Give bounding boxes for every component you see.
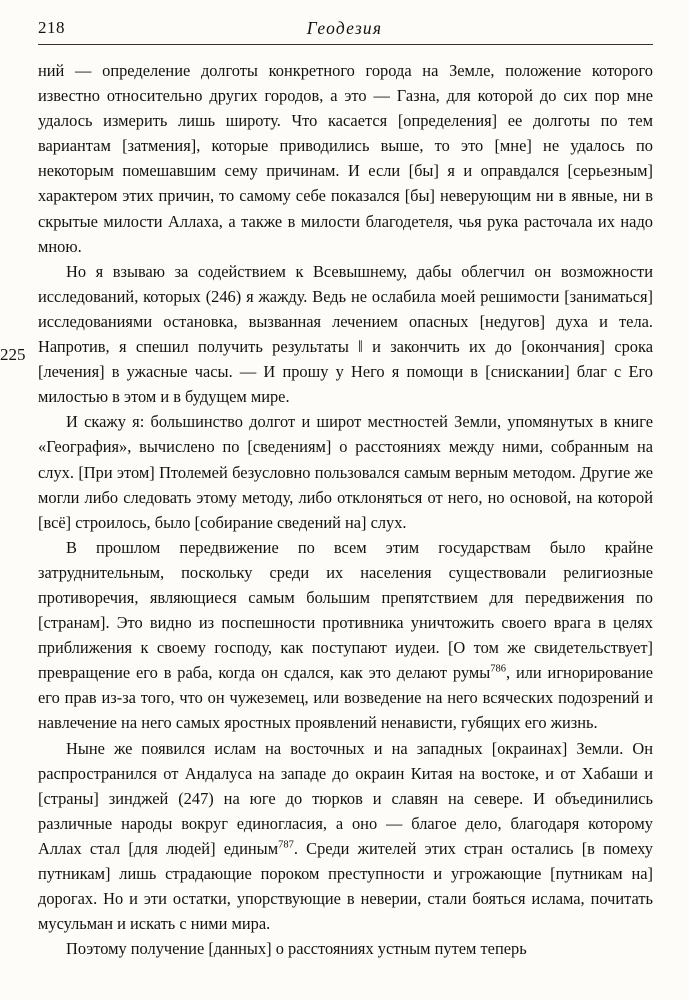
body-text bbox=[38, 58, 653, 961]
page-number: 218 bbox=[38, 18, 65, 37]
paragraph-6: Поэтому получение [данных] о расстояниях устным путем теперь bbox=[66, 939, 527, 959]
footnote-marker: 786 bbox=[490, 663, 506, 675]
paragraph-2: Но я взываю за содействием к Всевышнему, дабы облегчил он возможности исследований, которых (246) я жажду. Ведь не ослабила моей решимости [заниматься] исследованиями остановка, вызванная лечением опасных [недугов] духа и тела. Напротив, я спешил получить результаты ‖ и закончить их до [окончания] срока [лечения] в ужасные часы. — И прошу у Него я помощи в [снискании] благ с Его милостью в этом и в будущем мире. bbox=[38, 261, 653, 407]
running-title: Геодезия bbox=[306, 18, 383, 38]
footnote-marker: 787 bbox=[278, 839, 294, 851]
paragraph-3: И скажу я: большинство долгот и широт местностей Земли, упомянутых в книге «География», вычислено по [сведениям] о расстояниях между ними, собранным на слух. [При этом] Птолемей безусловно пользовался самым верным методом. Другие же могли либо следовать этому методу, либо отклоняться от него, но основой, на которой [всё] строилось, было [собирание сведений на] слух. bbox=[38, 412, 653, 532]
header-rule bbox=[38, 44, 653, 45]
margin-page-marker: 225 bbox=[0, 345, 26, 364]
running-head bbox=[0, 18, 689, 44]
paragraph-4: В прошлом передвижение по всем этим государствам было крайне затруднительным, поскольку среди их населения существовали религиозные противоречия, являющиеся самым большим препятствием для передвижения по [странам]. Это видно из поспешности противника уничтожить своего врага в целях приближения к своему господу, как поступают иудеи. [О том же свидетельствует] превращение его в раба, когда он сдался, как это делают румы$^{786}$, или игнорирование его прав из-за того, что он чужеземец, или возведение на него всяческих подозрений и навлечение на него самых яростных проявлений ненависти, губящих его жизнь. bbox=[38, 537, 653, 733]
paragraph-5: Ныне же появился ислам на восточных и на западных [окраинах] Земли. Он распространился от Андалуса на западе до окраин Китая на востоке, и от Хабаши и [страны] зинджей (247) на юге до тюрков и славян на севере. И объединились различные народы вокруг единогласия, а оно — благое дело, благодаря которому Аллах стал [для людей] единым$^{787}$. Среди жителей этих стран остались [в помеху путникам] лишь страдающие пороком преступности и угрожающие [путникам на] дорогах. Но и эти остатки, упорствующие в неверии, стали бояться ислама, почитать мусульман и искать с ними мира. bbox=[38, 738, 653, 934]
paragraph-1: ний — определение долготы конкретного города на Земле, положение которого известно относительно других городов, а это — Газна, для которой до сих пор мне удалось измерить лишь широту. Что касается [определения] ее долготы по тем вариантам [затмения], которые приводились выше, то это [мне] не удалось по некоторым помешавшим сему причинам. И если [бы] я и оправдался [серьезным] характером этих причин, то самому себе показался [бы] неверующим ни в явные, ни в скрытые милости Аллаха, а также в милости благодетеля, чья рука расточала их надо мною. bbox=[38, 61, 653, 256]
